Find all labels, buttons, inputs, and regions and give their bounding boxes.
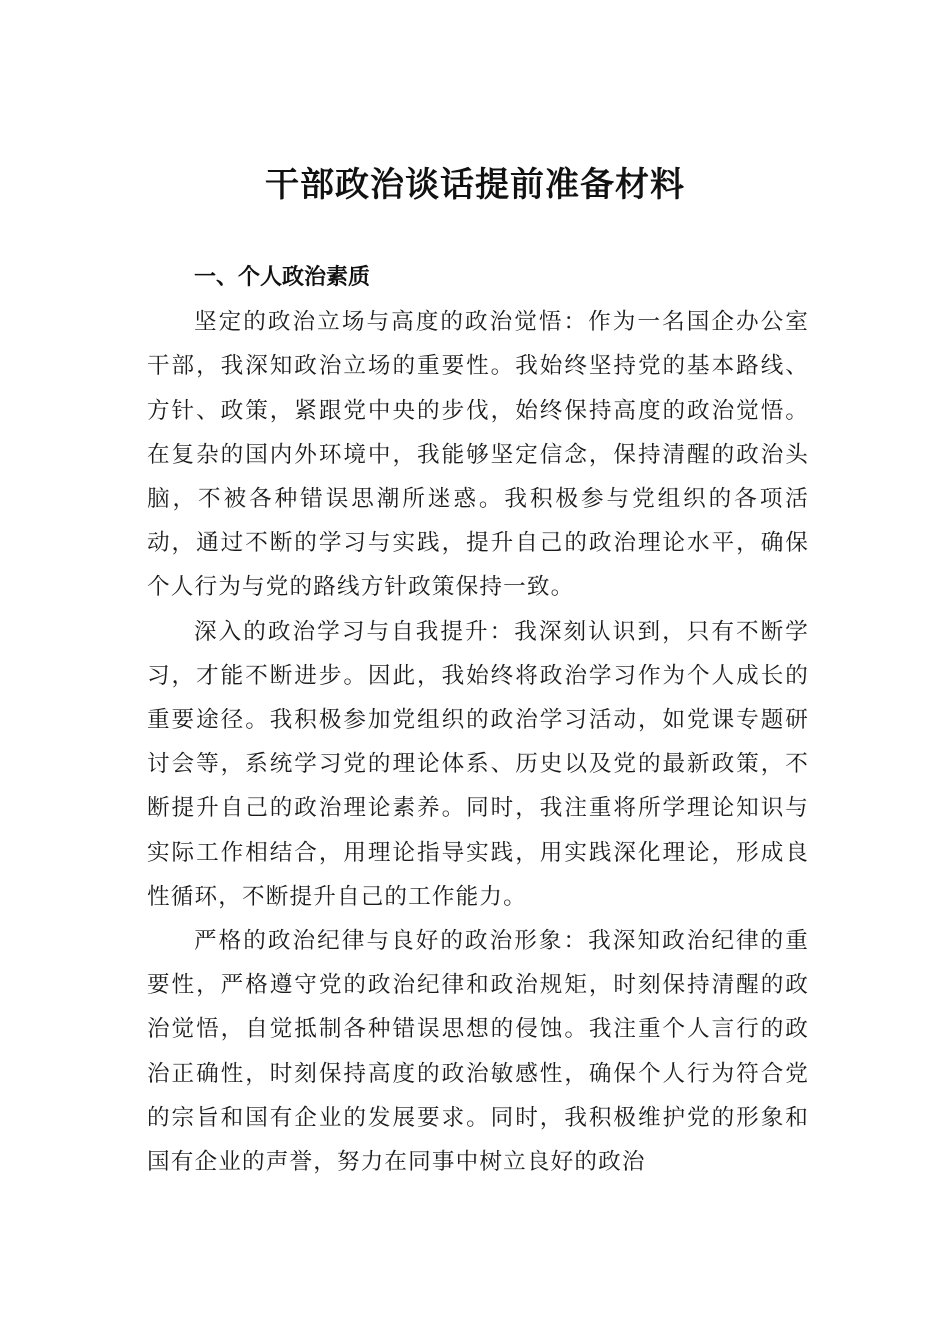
paragraph-political-discipline: 严格的政治纪律与良好的政治形象：我深知政治纪律的重要性，严格遵守党的政治纪律和政治规矩，时刻保持清醒的政治觉悟，自觉抵制各种错误思想的侵蚀。我注重个人言行的政治正确性，时刻保持高度的政治敏感性，确保个人行为符合党的宗旨和国有企业的发展要求。同时，我积极维护党的形象和国有企业的声誉，努力在同事中树立良好的政治: [147, 928, 809, 1176]
section-heading: 一、个人政治素质: [194, 265, 371, 290]
document-body: [147, 256, 809, 1184]
paragraph-political-stance: 坚定的政治立场与高度的政治觉悟：作为一名国企办公室干部，我深知政治立场的重要性。我始终坚持党的基本路线、方针、政策，紧跟党中央的步伐，始终保持高度的政治觉悟。在复杂的国内外环境中，我能够坚定信念，保持清醒的政治头脑，不被各种错误思潮所迷惑。我积极参与党组织的各项活动，通过不断的学习与实践，提升自己的政治理论水平，确保个人行为与党的路线方针政策保持一致。: [147, 309, 809, 601]
paragraph-political-study: 深入的政治学习与自我提升：我深刻认识到，只有不断学习，才能不断进步。因此，我始终将政治学习作为个人成长的重要途径。我积极参加党组织的政治学习活动，如党课专题研讨会等，系统学习党的理论体系、历史以及党的最新政策，不断提升自己的政治理论素养。同时，我注重将所学理论知识与实际工作相结合，用理论指导实践，用实践深化理论，形成良性循环，不断提升自己的工作能力。: [147, 618, 809, 910]
document-title: 干部政治谈话提前准备材料: [265, 165, 685, 205]
